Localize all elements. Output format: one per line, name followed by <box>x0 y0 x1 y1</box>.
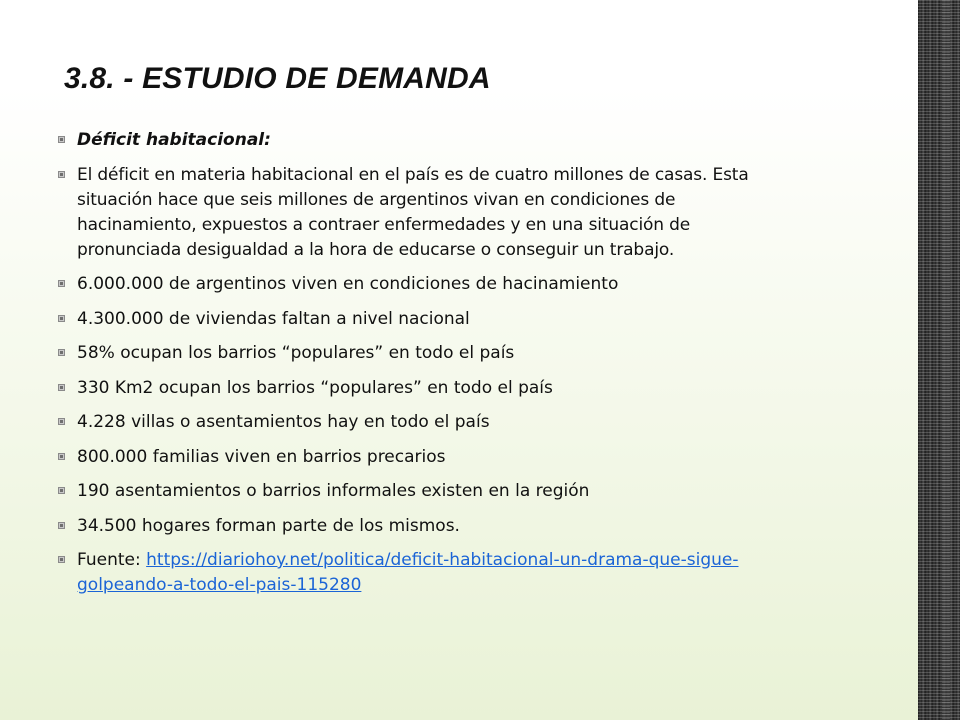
square-bullet-icon <box>58 487 65 494</box>
square-bullet-icon <box>58 136 65 143</box>
source-link-line2[interactable]: golpeando-a-todo-el-pais-115280 <box>77 575 362 595</box>
list-item-text: 6.000.000 de argentinos viven en condiciones de hacinamiento <box>77 274 619 294</box>
list-item-text: 800.000 familias viven en barrios precarios <box>77 446 446 467</box>
list-item <box>58 341 868 366</box>
list-item-source <box>58 548 868 598</box>
square-bullet-icon <box>58 171 65 178</box>
square-bullet-icon <box>58 384 65 391</box>
section-heading: Déficit habitacional: <box>77 130 271 150</box>
paragraph-line: situación hace que seis millones de argentinos vivan en condiciones de <box>77 189 676 210</box>
list-item-text: 34.500 hogares forman parte de los mismos. <box>77 515 460 536</box>
slide-title: 3.8. - ESTUDIO DE DEMANDA <box>64 62 491 95</box>
list-item-heading <box>58 128 868 153</box>
square-bullet-icon <box>58 556 65 563</box>
source-link-line1[interactable]: https://diariohoy.net/politica/deficit-habitacional-un-drama-que-sigue- <box>146 550 739 570</box>
list-item <box>58 307 868 332</box>
list-item-text: 4.228 villas o asentamientos hay en todo el país <box>77 412 490 432</box>
list-item <box>58 514 868 539</box>
list-item-text: 190 asentamientos o barrios informales existen en la región <box>77 481 590 501</box>
list-item <box>58 376 868 401</box>
list-item-text: 4.300.000 de viviendas faltan a nivel nacional <box>77 308 470 329</box>
square-bullet-icon <box>58 315 65 322</box>
square-bullet-icon <box>58 349 65 356</box>
paragraph-line: El déficit en materia habitacional en el país es de cuatro millones de casas. Esta <box>77 164 749 185</box>
bullet-list <box>58 128 868 608</box>
list-item-text: 330 Km2 ocupan los barrios “populares” en todo el país <box>77 377 553 398</box>
square-bullet-icon <box>58 522 65 529</box>
list-item <box>58 445 868 470</box>
list-item <box>58 410 868 435</box>
square-bullet-icon <box>58 418 65 425</box>
list-item-paragraph <box>58 163 868 263</box>
paragraph-line: pronunciada desigualdad a la hora de educarse o conseguir un trabajo. <box>77 239 675 260</box>
source-label: Fuente: <box>77 550 147 570</box>
source-link[interactable] <box>77 550 739 595</box>
paragraph-line: hacinamiento, expuestos a contraer enfermedades y en una situación de <box>77 214 691 235</box>
list-item <box>58 272 868 297</box>
list-item <box>58 479 868 504</box>
square-bullet-icon <box>58 453 65 460</box>
square-bullet-icon <box>58 280 65 287</box>
decorative-side-band <box>918 0 960 720</box>
list-item-text: 58% ocupan los barrios “populares” en todo el país <box>77 343 515 363</box>
decorative-side-band-stripe <box>942 0 950 720</box>
